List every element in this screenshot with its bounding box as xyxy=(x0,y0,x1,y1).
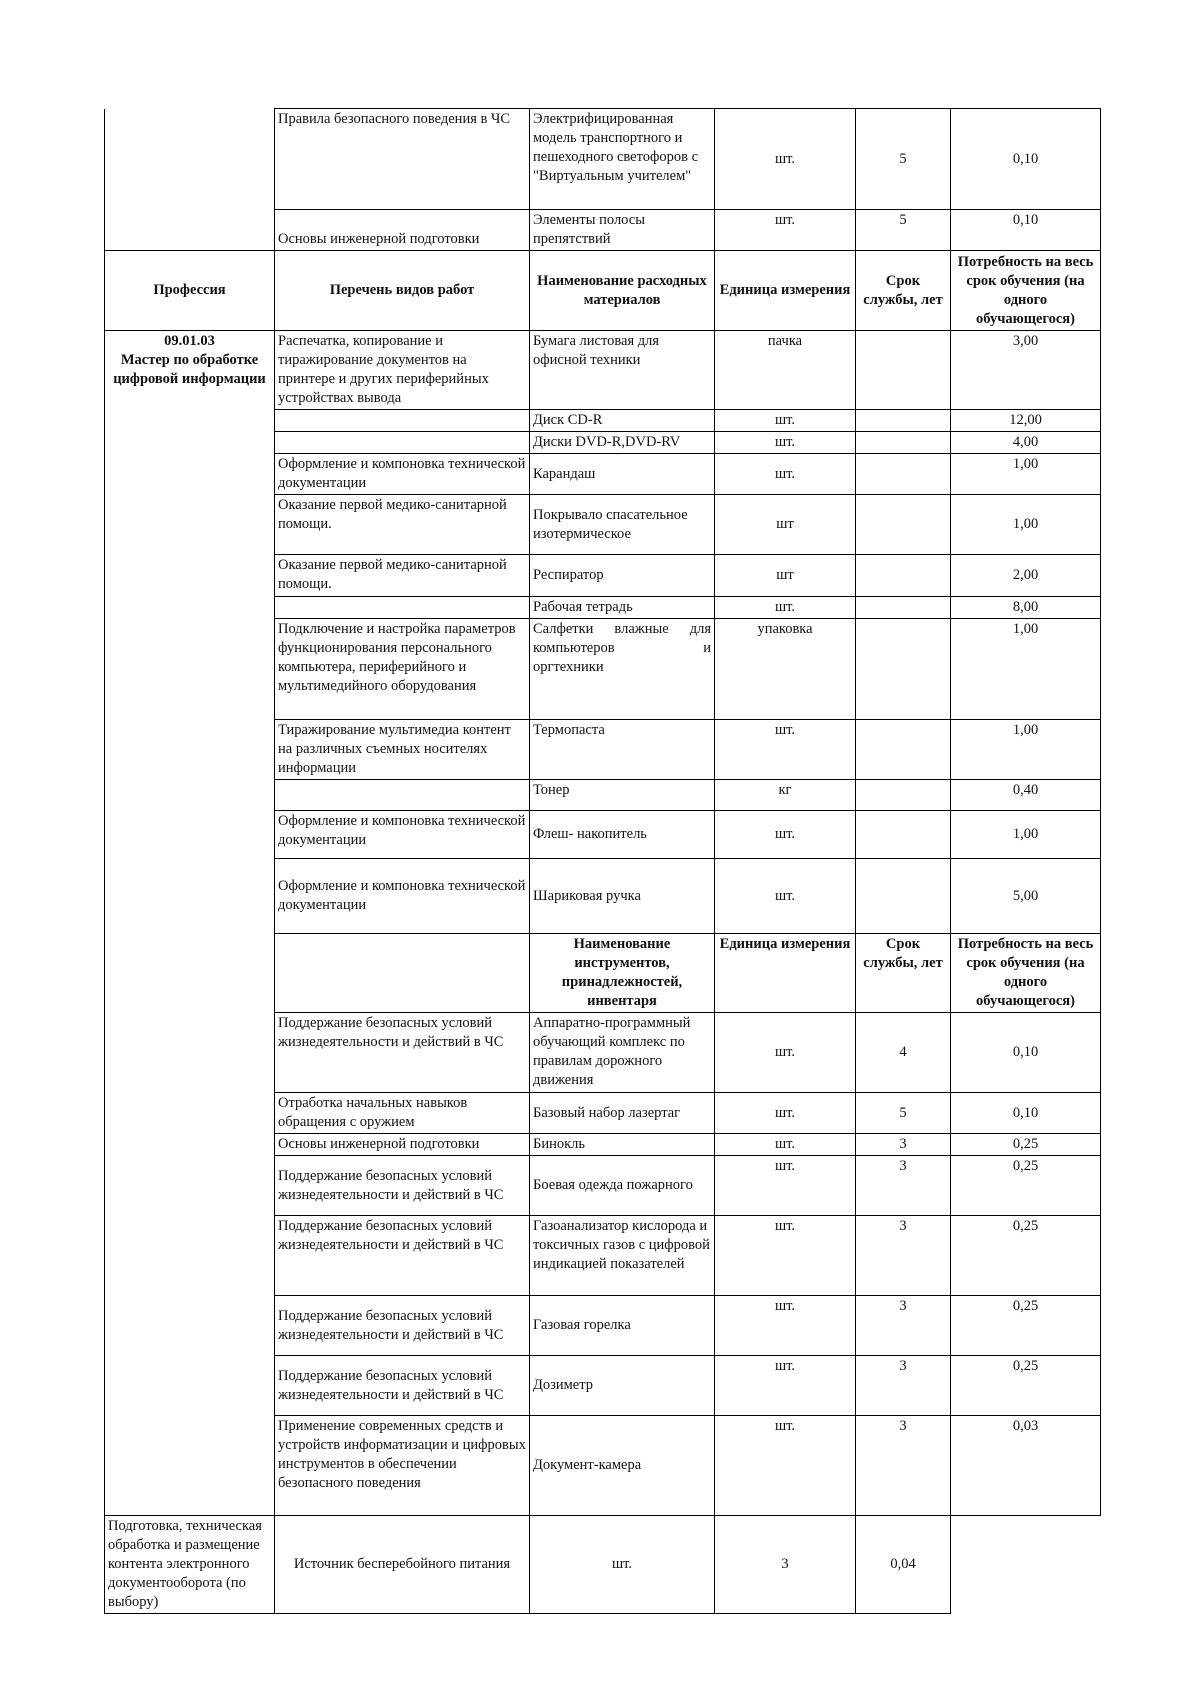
life-cell xyxy=(856,454,951,495)
item-cell: Диски DVD-R,DVD-RV xyxy=(530,432,715,454)
item-cell: Респиратор xyxy=(530,555,715,597)
item-cell: Источник бесперебойного питания xyxy=(275,1516,530,1614)
work-cell: Подготовка, техническая обработка и размещение контента электронного документооборота (по выбору) xyxy=(105,1516,275,1614)
work-cell: Основы инженерной подготовки xyxy=(275,210,530,251)
equipment-table xyxy=(104,108,1101,1614)
header-works-empty xyxy=(275,934,530,1013)
work-cell: Оказание первой медико-санитарной помощи. xyxy=(275,555,530,597)
item-line: оргтехники xyxy=(533,659,604,675)
unit-cell: шт. xyxy=(715,210,856,251)
work-cell: Оформление и компоновка технической документации xyxy=(275,811,530,859)
header-need: Потребность на весь срок обучения (на одного обучающегося) xyxy=(951,251,1101,331)
unit-cell: упаковка xyxy=(715,619,856,720)
work-cell: Поддержание безопасных условий жизнедеятельности и действий в ЧС xyxy=(275,1356,530,1416)
need-cell: 2,00 xyxy=(951,555,1101,597)
life-cell: 4 xyxy=(856,1013,951,1093)
life-cell: 5 xyxy=(856,1093,951,1134)
need-cell: 0,04 xyxy=(856,1516,951,1614)
need-cell: 0,25 xyxy=(951,1134,1101,1156)
item-cell: Элементы полосы препятствий xyxy=(530,210,715,251)
item-cell: Термопаста xyxy=(530,720,715,780)
item-cell: Газовая горелка xyxy=(530,1296,715,1356)
item-cell: Бумага листовая для офисной техники xyxy=(530,331,715,410)
item-cell: Документ-камера xyxy=(530,1416,715,1516)
need-cell: 1,00 xyxy=(951,495,1101,555)
unit-cell: шт. xyxy=(715,454,856,495)
unit-cell: шт. xyxy=(530,1516,715,1614)
need-cell: 0,03 xyxy=(951,1416,1101,1516)
work-cell: Поддержание безопасных условий жизнедеятельности и действий в ЧС xyxy=(275,1216,530,1296)
unit-cell: кг xyxy=(715,780,856,811)
life-cell xyxy=(856,432,951,454)
need-cell: 0,10 xyxy=(951,109,1101,210)
life-cell xyxy=(856,859,951,934)
table-row xyxy=(105,331,1101,410)
item-cell: Газоанализатор кислорода и токсичных газов с цифровой индикацией показателей xyxy=(530,1216,715,1296)
work-cell: Применение современных средств и устройств информатизации и цифровых инструментов в обеспечении безопасного поведения xyxy=(275,1416,530,1516)
item-cell: Бинокль xyxy=(530,1134,715,1156)
need-cell: 0,40 xyxy=(951,780,1101,811)
header-unit: Единица измерения xyxy=(715,251,856,331)
need-cell: 0,25 xyxy=(951,1296,1101,1356)
life-cell: 3 xyxy=(856,1156,951,1216)
work-cell xyxy=(275,432,530,454)
header-works: Перечень видов работ xyxy=(275,251,530,331)
life-cell xyxy=(856,811,951,859)
item-cell: Карандаш xyxy=(530,454,715,495)
life-cell: 5 xyxy=(856,109,951,210)
header-material-name: Наименование расходных материалов xyxy=(530,251,715,331)
profession-title-line1: Мастер по обработке xyxy=(120,352,259,368)
unit-cell: шт. xyxy=(715,1013,856,1093)
need-cell: 0,25 xyxy=(951,1216,1101,1296)
item-line: Салфетки влажные для xyxy=(533,621,711,637)
need-cell: 1,00 xyxy=(951,454,1101,495)
work-cell: Тиражирование мультимедиа контент на различных съемных носителях информации xyxy=(275,720,530,780)
life-cell: 3 xyxy=(715,1516,856,1614)
life-cell xyxy=(856,555,951,597)
life-cell: 5 xyxy=(856,210,951,251)
work-cell: Оказание первой медико-санитарной помощи. xyxy=(275,495,530,555)
header-profession: Профессия xyxy=(105,251,275,331)
life-cell: 3 xyxy=(856,1134,951,1156)
life-cell xyxy=(856,780,951,811)
table-header-row xyxy=(105,251,1101,331)
unit-cell: шт xyxy=(715,555,856,597)
unit-cell: шт. xyxy=(715,1156,856,1216)
item-cell: Рабочая тетрадь xyxy=(530,597,715,619)
need-cell: 3,00 xyxy=(951,331,1101,410)
item-cell: Боевая одежда пожарного xyxy=(530,1156,715,1216)
unit-cell: пачка xyxy=(715,331,856,410)
item-cell: Тонер xyxy=(530,780,715,811)
unit-cell: шт. xyxy=(715,1134,856,1156)
work-cell: Оформление и компоновка технической документации xyxy=(275,454,530,495)
life-cell xyxy=(856,410,951,432)
header-life: Срок службы, лет xyxy=(856,251,951,331)
work-cell xyxy=(275,597,530,619)
need-cell: 12,00 xyxy=(951,410,1101,432)
header-life: Срок службы, лет xyxy=(856,934,951,1013)
work-cell: Распечатка, копирование и тиражирование документов на принтере и других периферийных устройствах вывода xyxy=(275,331,530,410)
table-row xyxy=(105,1516,1101,1614)
item-cell: Электрифицированная модель транспортного и пешеходного светофоров с "Виртуальным учителем" xyxy=(530,109,715,210)
need-cell: 5,00 xyxy=(951,859,1101,934)
need-cell: 0,25 xyxy=(951,1156,1101,1216)
work-cell: Поддержание безопасных условий жизнедеятельности и действий в ЧС xyxy=(275,1013,530,1093)
table-row xyxy=(105,109,1101,210)
item-cell xyxy=(530,619,715,720)
work-cell xyxy=(275,410,530,432)
unit-cell: шт. xyxy=(715,859,856,934)
life-cell: 3 xyxy=(856,1216,951,1296)
life-cell: 3 xyxy=(856,1416,951,1516)
life-cell xyxy=(856,331,951,410)
life-cell: 3 xyxy=(856,1296,951,1356)
unit-cell: шт. xyxy=(715,1093,856,1134)
item-cell: Шариковая ручка xyxy=(530,859,715,934)
profession-cell xyxy=(105,331,275,1516)
work-cell: Отработка начальных навыков обращения с оружием xyxy=(275,1093,530,1134)
life-cell xyxy=(856,495,951,555)
need-cell: 8,00 xyxy=(951,597,1101,619)
item-cell: Базовый набор лазертаг xyxy=(530,1093,715,1134)
life-cell xyxy=(856,597,951,619)
item-cell: Флеш- накопитель xyxy=(530,811,715,859)
work-cell: Поддержание безопасных условий жизнедеятельности и действий в ЧС xyxy=(275,1296,530,1356)
header-unit: Единица измерения xyxy=(715,934,856,1013)
item-cell: Дозиметр xyxy=(530,1356,715,1416)
document-sheet xyxy=(104,108,1100,1614)
unit-cell: шт. xyxy=(715,597,856,619)
need-cell: 1,00 xyxy=(951,811,1101,859)
profession-title-line2: цифровой информации xyxy=(113,371,266,387)
work-cell: Основы инженерной подготовки xyxy=(275,1134,530,1156)
unit-cell: шт. xyxy=(715,1356,856,1416)
table-row xyxy=(105,210,1101,251)
header-need: Потребность на весь срок обучения (на одного обучающегося) xyxy=(951,934,1101,1013)
need-cell: 4,00 xyxy=(951,432,1101,454)
item-cell: Аппаратно-программный обучающий комплекс по правилам дорожного движения xyxy=(530,1013,715,1093)
need-cell: 0,10 xyxy=(951,1093,1101,1134)
header-tool-name: Наименование инструментов, принадлежностей, инвентаря xyxy=(530,934,715,1013)
item-line: компьютеров и xyxy=(533,640,711,656)
work-cell xyxy=(275,780,530,811)
need-cell: 0,10 xyxy=(951,1013,1101,1093)
unit-cell: шт. xyxy=(715,432,856,454)
item-cell: Диск CD-R xyxy=(530,410,715,432)
need-cell: 0,10 xyxy=(951,210,1101,251)
life-cell: 3 xyxy=(856,1356,951,1416)
profession-code: 09.01.03 xyxy=(164,333,215,349)
work-cell: Оформление и компоновка технической документации xyxy=(275,859,530,934)
unit-cell: шт. xyxy=(715,109,856,210)
unit-cell: шт. xyxy=(715,811,856,859)
need-cell: 0,25 xyxy=(951,1356,1101,1416)
unit-cell: шт. xyxy=(715,1416,856,1516)
life-cell xyxy=(856,619,951,720)
need-cell: 1,00 xyxy=(951,619,1101,720)
work-cell: Подключение и настройка параметров функционирования персонального компьютера, периферийного и мультимедийного оборудования xyxy=(275,619,530,720)
life-cell xyxy=(856,720,951,780)
need-cell: 1,00 xyxy=(951,720,1101,780)
work-cell: Правила безопасного поведения в ЧС xyxy=(275,109,530,210)
unit-cell: шт. xyxy=(715,720,856,780)
work-cell: Поддержание безопасных условий жизнедеятельности и действий в ЧС xyxy=(275,1156,530,1216)
profession-cell-empty xyxy=(105,210,275,251)
unit-cell: шт. xyxy=(715,1216,856,1296)
item-cell: Покрывало спасательное изотермическое xyxy=(530,495,715,555)
unit-cell: шт. xyxy=(715,410,856,432)
unit-cell: шт. xyxy=(715,1296,856,1356)
profession-cell-empty xyxy=(105,109,275,210)
unit-cell: шт xyxy=(715,495,856,555)
